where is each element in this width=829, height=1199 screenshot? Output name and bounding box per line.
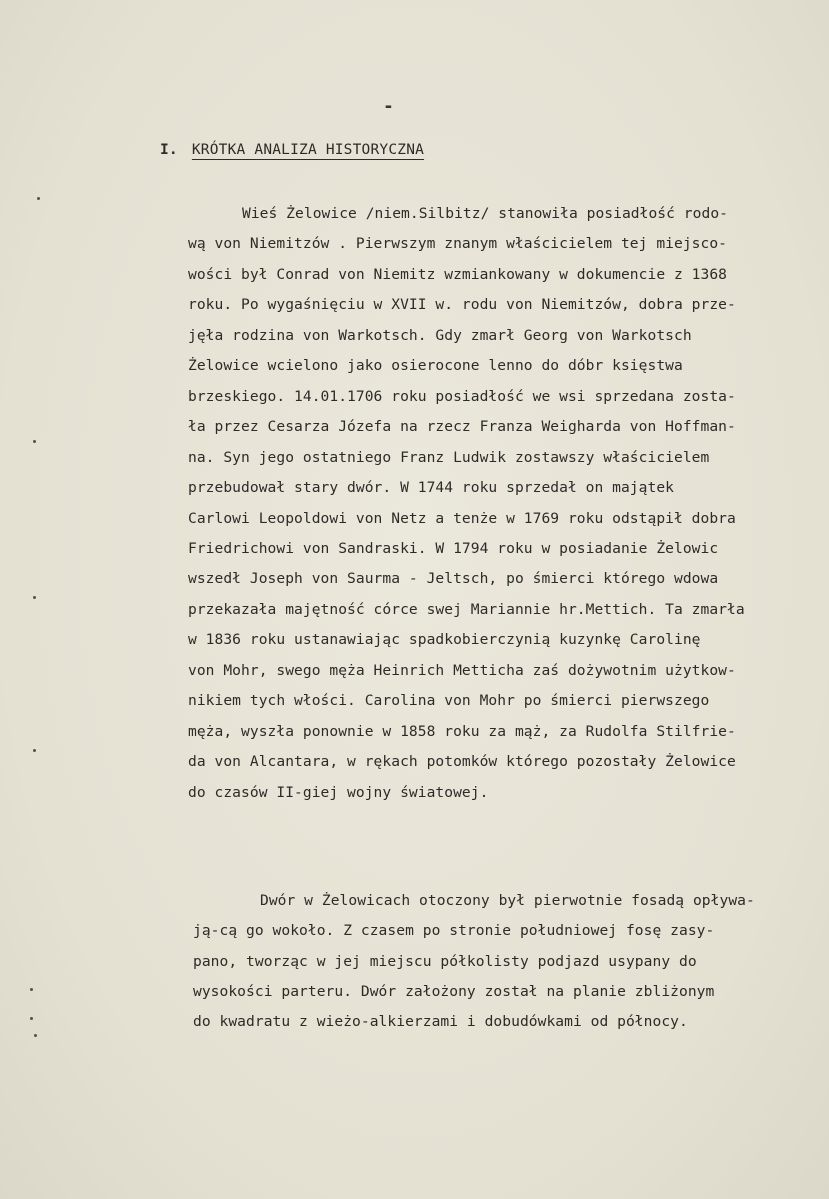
text-line: da von Alcantara, w rękach potomków którego pozostały Żelowice	[188, 753, 736, 771]
text-line: męża, wyszła ponownie w 1858 roku za mąż, za Rudolfa Stilfrie-	[188, 722, 736, 740]
text-line: wszedł Joseph von Saurma - Jeltsch, po śmierci którego wdowa	[188, 570, 719, 588]
text-line: na. Syn jego ostatniego Franz Ludwik zostawszy właścicielem	[188, 448, 710, 466]
text-line: ła przez Cesarza Józefa na rzecz Franza Weigharda von Hoffman-	[188, 418, 736, 436]
margin-speck	[33, 749, 36, 752]
section-title: KRÓTKA ANALIZA HISTORYCZNA	[191, 142, 425, 158]
text-line: wą von Niemitzów . Pierwszym znanym właścicielem tej miejsco-	[188, 235, 728, 253]
text-line: jęła rodzina von Warkotsch. Gdy zmarł Georg von Warkotsch	[188, 326, 692, 344]
text-line: von Mohr, swego męża Heinrich Metticha zaś dożywotnim użytkow-	[188, 661, 736, 679]
text-line: ją-cą go wokoło. Z czasem po stronie południowej fosę zasy-	[193, 922, 715, 940]
margin-speck	[30, 1017, 33, 1020]
text-line: w 1836 roku ustanawiając spadkobierczynią kuzynkę Carolinę	[188, 631, 701, 649]
text-line: roku. Po wygaśnięciu w XVII w. rodu von Niemitzów, dobra prze-	[188, 296, 736, 314]
margin-speck	[37, 197, 40, 200]
text-line: nikiem tych włości. Carolina von Mohr po śmierci pierwszego	[188, 692, 710, 710]
margin-speck	[30, 988, 33, 991]
text-line: wysokości parteru. Dwór założony został na planie zbliżonym	[193, 982, 715, 1000]
margin-speck	[34, 1034, 37, 1037]
text-line: przebudował stary dwór. W 1744 roku sprzedał on majątek	[188, 479, 674, 497]
section-heading	[160, 142, 424, 158]
text-line: do kwadratu z wieżo-alkierzami i dobudówkami od północy.	[193, 1013, 688, 1031]
text-line: Żelowice wcielono jako osierocone lenno do dóbr księstwa	[188, 357, 683, 375]
text-line: do czasów II-giej wojny światowej.	[188, 783, 489, 801]
text-line: Carlowi Leopoldowi von Netz a tenże w 1769 roku odstąpił dobra	[188, 509, 736, 527]
text-line: Friedrichowi von Sandraski. W 1794 roku w posiadanie Żelowic	[188, 539, 719, 557]
text-line: przekazała majętność córce swej Mariannie hr.Mettich. Ta zmarła	[188, 600, 745, 618]
text-line: wości był Conrad von Niemitz wzmiankowany w dokumencie z 1368	[188, 265, 728, 283]
text-line: pano, tworząc w jej miejscu półkolisty podjazd usypany do	[193, 952, 697, 970]
page-number-mark: -	[383, 96, 394, 117]
margin-speck	[33, 440, 36, 443]
section-number: I.	[160, 142, 178, 158]
margin-speck	[33, 596, 36, 599]
text-line: Dwór w Żelowicach otoczony był pierwotnie fosadą opływa-	[260, 892, 755, 909]
text-line: brzeskiego. 14.01.1706 roku posiadłość we wsi sprzedana zosta-	[188, 387, 736, 405]
text-line: Wieś Żelowice /niem.Silbitz/ stanowiła posiadłość rodo-	[242, 205, 728, 222]
